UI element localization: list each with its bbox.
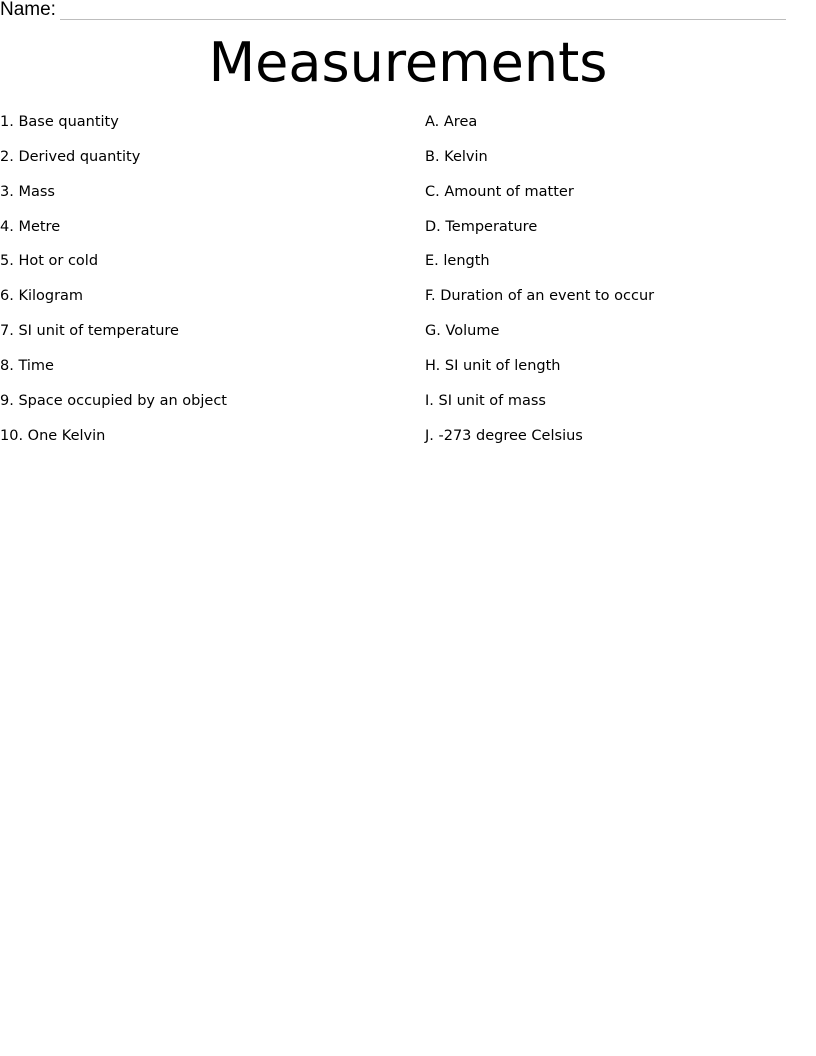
answer-item: A. Area — [425, 114, 478, 130]
question-item: 1. Base quantity — [0, 114, 119, 130]
page-title: Measurements — [208, 31, 608, 94]
question-item: 4. Metre — [0, 218, 61, 235]
name-label: Name: — [0, 0, 56, 20]
question-item: 9. Space occupied by an object — [0, 392, 227, 409]
answer-item: B. Kelvin — [425, 148, 488, 165]
answer-item: H. SI unit of length — [425, 357, 561, 374]
answer-item: J. -273 degree Celsius — [425, 427, 583, 444]
name-underline[interactable] — [60, 2, 786, 20]
answer-item: C. Amount of matter — [425, 183, 574, 200]
question-item: 3. Mass — [0, 183, 55, 200]
answer-item: G. Volume — [425, 323, 500, 340]
question-list — [0, 112, 400, 460]
answer-item: E. length — [425, 253, 490, 270]
question-item: 5. Hot or cold — [0, 253, 99, 270]
question-item: 2. Derived quantity — [0, 148, 141, 165]
question-item: 6. Kilogram — [0, 288, 84, 305]
name-field-row — [0, 0, 786, 20]
answer-item: D. Temperature — [425, 218, 538, 235]
question-item: 10. One Kelvin — [0, 427, 106, 444]
answer-item: I. SI unit of mass — [425, 392, 546, 409]
answer-item: F. Duration of an event to occur — [425, 288, 655, 305]
question-item: 8. Time — [0, 357, 54, 374]
question-item: 7. SI unit of temperature — [0, 323, 179, 340]
answer-list — [425, 112, 815, 460]
